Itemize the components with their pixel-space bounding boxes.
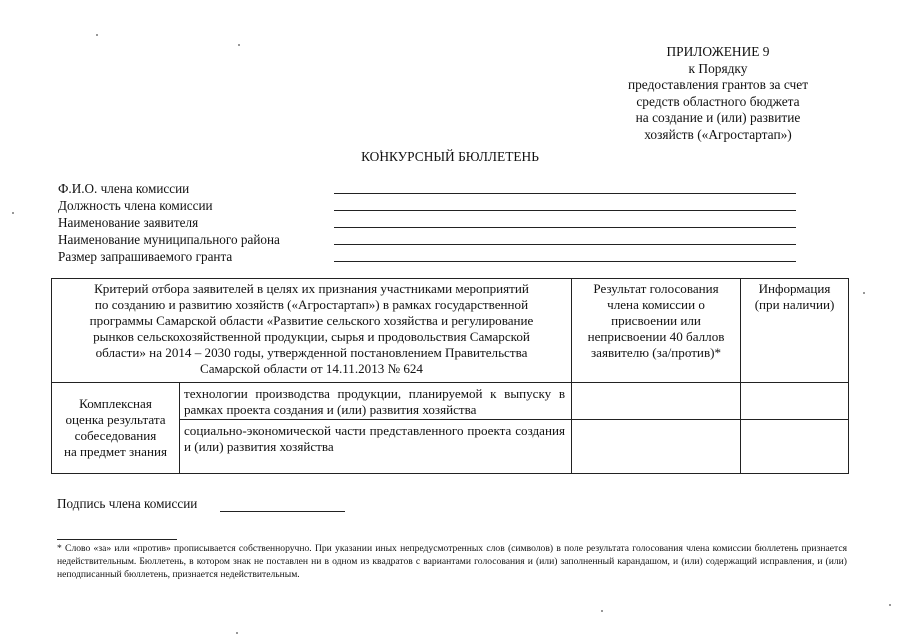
- scan-speck: [96, 34, 98, 36]
- field-applicant-name-label: Наименование заявителя: [58, 215, 199, 230]
- scan-speck: [236, 632, 238, 634]
- criteria-header-line: области» на 2014 – 2030 годы, утвержденной постановлением Правительства: [95, 345, 528, 360]
- result-header-line: Результат голосования: [593, 281, 719, 296]
- appendix-line: средств областного бюджета: [636, 93, 800, 109]
- info-cell-technology[interactable]: [741, 383, 849, 420]
- footnote-separator: [57, 539, 177, 540]
- topic-technology-cell: технологии производства продукции, планируемой к выпуску в рамках проекта создания и (или) развития хозяйства: [180, 383, 572, 420]
- group-label-cell: [52, 383, 180, 474]
- field-member-name-line[interactable]: [334, 193, 796, 194]
- result-header-line: неприсвоении 40 баллов: [587, 329, 725, 344]
- info-header-cell: [741, 279, 849, 383]
- table-row: [52, 383, 849, 420]
- info-header-line: (при наличии): [754, 297, 835, 312]
- footnote-text: * Слово «за» или «против» прописывается собственноручно. При указании иных непредусмотренных слов (символов) в поле результата голосования члена комиссии бюллетень признается недействительным. Бюллетень, в котором знак не поставлен ни в одном из квадратов с вариантами голосования и (или) заполненный карандашом, и (или) содержащий исправления, и (или) неподписанный бюллетень, признается недействительным.: [57, 543, 847, 580]
- criteria-header-line: Самарской области от 14.11.2013 № 624: [200, 361, 423, 376]
- appendix-header: [604, 44, 832, 144]
- info-cell-economic[interactable]: [741, 420, 849, 474]
- appendix-line: предоставления грантов за счет: [627, 77, 809, 93]
- criteria-header-line: Критерий отбора заявителей в целях их признания участниками мероприятий: [94, 281, 529, 296]
- result-header-cell: [572, 279, 741, 383]
- scan-speck: [238, 44, 240, 46]
- group-label-line: на предмет знания: [63, 444, 168, 459]
- appendix-number: ПРИЛОЖЕНИЕ 9: [666, 44, 770, 59]
- result-header-line: заявителю (за/против)*: [590, 345, 722, 360]
- criteria-header-line: по созданию и развитию хозяйств («Агростартап») в рамках государственной: [94, 297, 529, 312]
- result-header-line: присвоении или: [611, 313, 701, 328]
- group-label-line: собеседования: [74, 428, 157, 443]
- field-grant-amount-label: Размер запрашиваемого гранта: [58, 249, 233, 264]
- field-member-position-label: Должность члена комиссии: [58, 198, 213, 213]
- scan-speck: [12, 212, 14, 214]
- appendix-line: к Порядку: [688, 60, 748, 76]
- field-member-position-line[interactable]: [334, 210, 796, 211]
- scan-speck: [889, 604, 891, 606]
- signature-label: Подпись члена комиссии: [57, 496, 198, 511]
- criteria-table: [51, 278, 849, 474]
- appendix-line: на создание и (или) развитие: [635, 110, 801, 126]
- criteria-header-line: рынков сельскохозяйственной продукции, сырья и продовольствия Самарской: [93, 329, 530, 344]
- group-label-line: оценка результата: [65, 412, 166, 427]
- appendix-line: хозяйств («Агростартап»): [644, 126, 792, 142]
- vote-result-cell-economic[interactable]: [572, 420, 741, 474]
- field-grant-amount-line[interactable]: [334, 261, 796, 262]
- field-member-name-label: Ф.И.О. члена комиссии: [58, 181, 190, 196]
- criteria-header-line: программы Самарской области «Развитие сельского хозяйства и регулирование: [89, 313, 534, 328]
- vote-result-cell-technology[interactable]: [572, 383, 741, 420]
- info-header-line: Информация: [758, 281, 831, 296]
- result-header-line: члена комиссии о: [607, 297, 705, 312]
- field-district-label: Наименование муниципального района: [58, 232, 280, 247]
- topic-economic-cell: социально-экономической части представленного проекта создания и (или) развития хозяйства: [180, 420, 572, 474]
- criteria-header-cell: [52, 279, 572, 383]
- field-applicant-name-line[interactable]: [334, 227, 796, 228]
- scan-speck: [863, 292, 865, 294]
- scan-speck: [601, 610, 603, 612]
- signature-line[interactable]: [220, 511, 345, 512]
- field-district-line[interactable]: [334, 244, 796, 245]
- group-label-line: Комплексная: [79, 396, 152, 411]
- document-title: КОНКУРСНЫЙ БЮЛЛЕТЕНЬ: [361, 149, 539, 164]
